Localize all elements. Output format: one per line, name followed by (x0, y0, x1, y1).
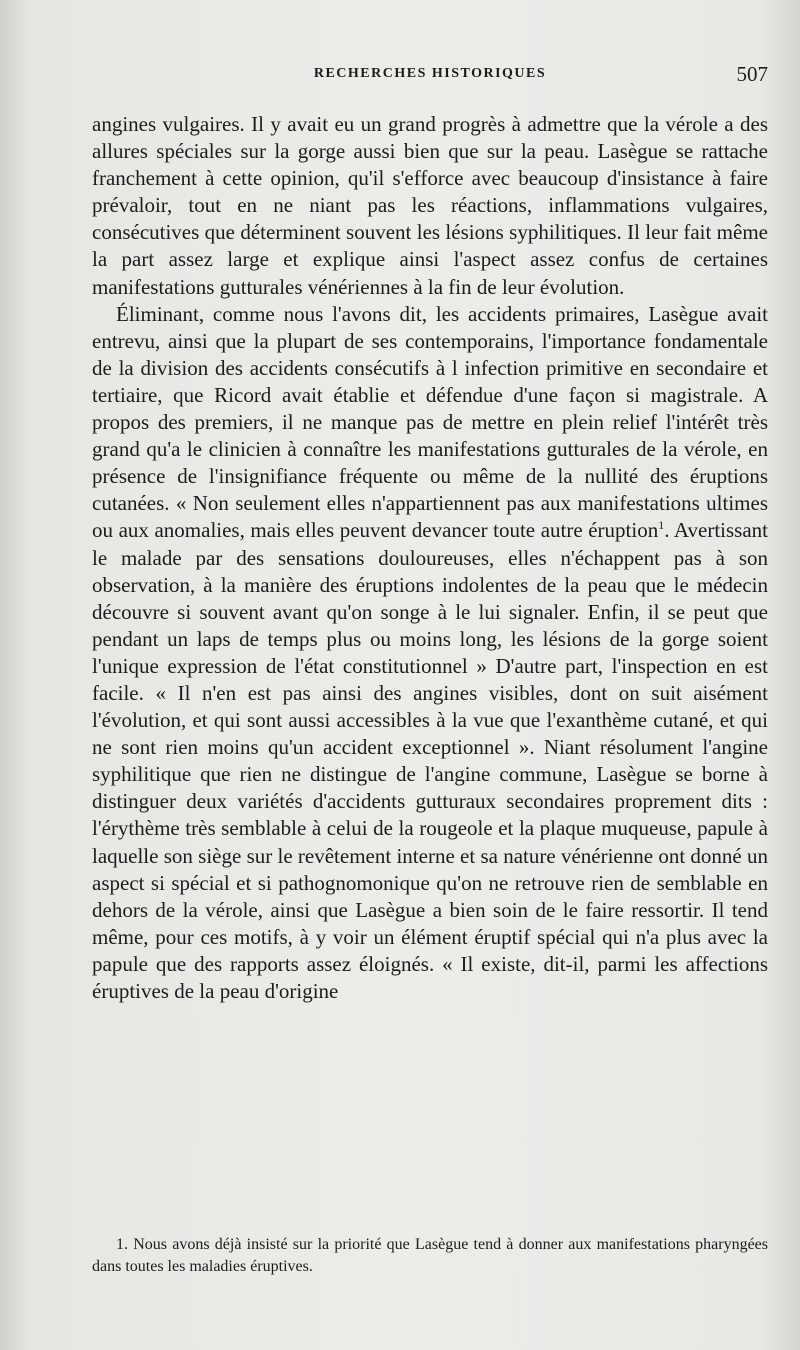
paragraph-2 (92, 301, 768, 1005)
body-text (92, 111, 768, 1005)
paragraph-1: angines vulgaires. Il y avait eu un grand progrès à admettre que la vérole a des allures spéciales sur la gorge aussi bien que sur la peau. Lasègue se rattache franchement à cette opinion, qu'il s'efforce avec beaucoup d'insistance à faire prévaloir, tout en ne niant pas les réactions, inflammations vulgaires, consécutives que déterminent souvent les lésions syphilitiques. Il leur fait même la part assez large et explique ainsi l'aspect assez confus de certaines manifestations gutturales vénériennes à la fin de leur évolution. (92, 112, 768, 299)
running-title: RECHERCHES HISTORIQUES (313, 66, 547, 81)
footnote-number: 1. (116, 1236, 128, 1253)
page-header (92, 62, 768, 92)
paragraph-2-part-1: Éliminant, comme nous l'avons dit, les accidents primaires, Lasègue avait entrevu, ainsi que la plupart de ses contemporains, l'importance fondamentale de la division des accidents consécutifs à l infection primitive en secondaire et tertiaire, que Ricord avait établie et défendue d'une façon si magistrale. A propos des premiers, il ne manque pas de mettre en plein relief l'intérêt très grand qu'a le clinicien à connaître les manifestations gutturales de la vérole, en présence de l'insignifiance fréquente ou même de la nullité des éruptions cutanées. « Non seulement elles n'appartiennent pas aux manifestations ultimes ou aux anomalies, mais elles peuvent devancer toute autre éruption (92, 301, 768, 543)
footnote-text: Nous avons déjà insisté sur la priorité que Lasègue tend à donner aux manifestations pharyngées dans toutes les maladies éruptives. (92, 1236, 769, 1275)
footnote (92, 1234, 768, 1278)
page-number: 507 (736, 62, 768, 86)
footnote-reference: 1 (658, 518, 665, 533)
paragraph-2-part-2: . Avertissant le malade par des sensations douloureuses, elles n'échappent pas à son observation, à la manière des éruptions indolentes de la peau que le médecin découvre si souvent avant qu'on songe à le lui signaler. Enfin, il se peut que pendant un laps de temps plus ou moins long, les lésions de la gorge soient l'unique expression de l'état constitutionnel » D'autre part, l'inspection en est facile. « Il n'en est pas ainsi des angines visibles, dont on suit aisément l'évolution, et qui sont aussi accessibles à la vue que l'exanthème cutané, et qui ne sont rien moins qu'un accident exceptionnel ». Niant résolument l'angine syphilitique que rien ne distingue de l'angine commune, Lasègue se borne à distinguer deux variétés d'accidents gutturaux secondaires proprement dits : l'érythème très semblable à celui de la rougeole et la plaque muqueuse, papule à laquelle son siège sur le revêtement interne et sa nature vénérienne ont donné un aspect si spécial et si pathognomonique qu'on ne retrouve rien de semblable en dehors de la vérole, ainsi que Lasègue a bien soin de le faire ressortir. Il tend même, pour ces motifs, à y voir un élément éruptif spécial qui n'a plus avec la papule que des rapports assez éloignés. « Il existe, dit-il, parmi les affections éruptives de la peau d'origine (92, 518, 768, 1003)
